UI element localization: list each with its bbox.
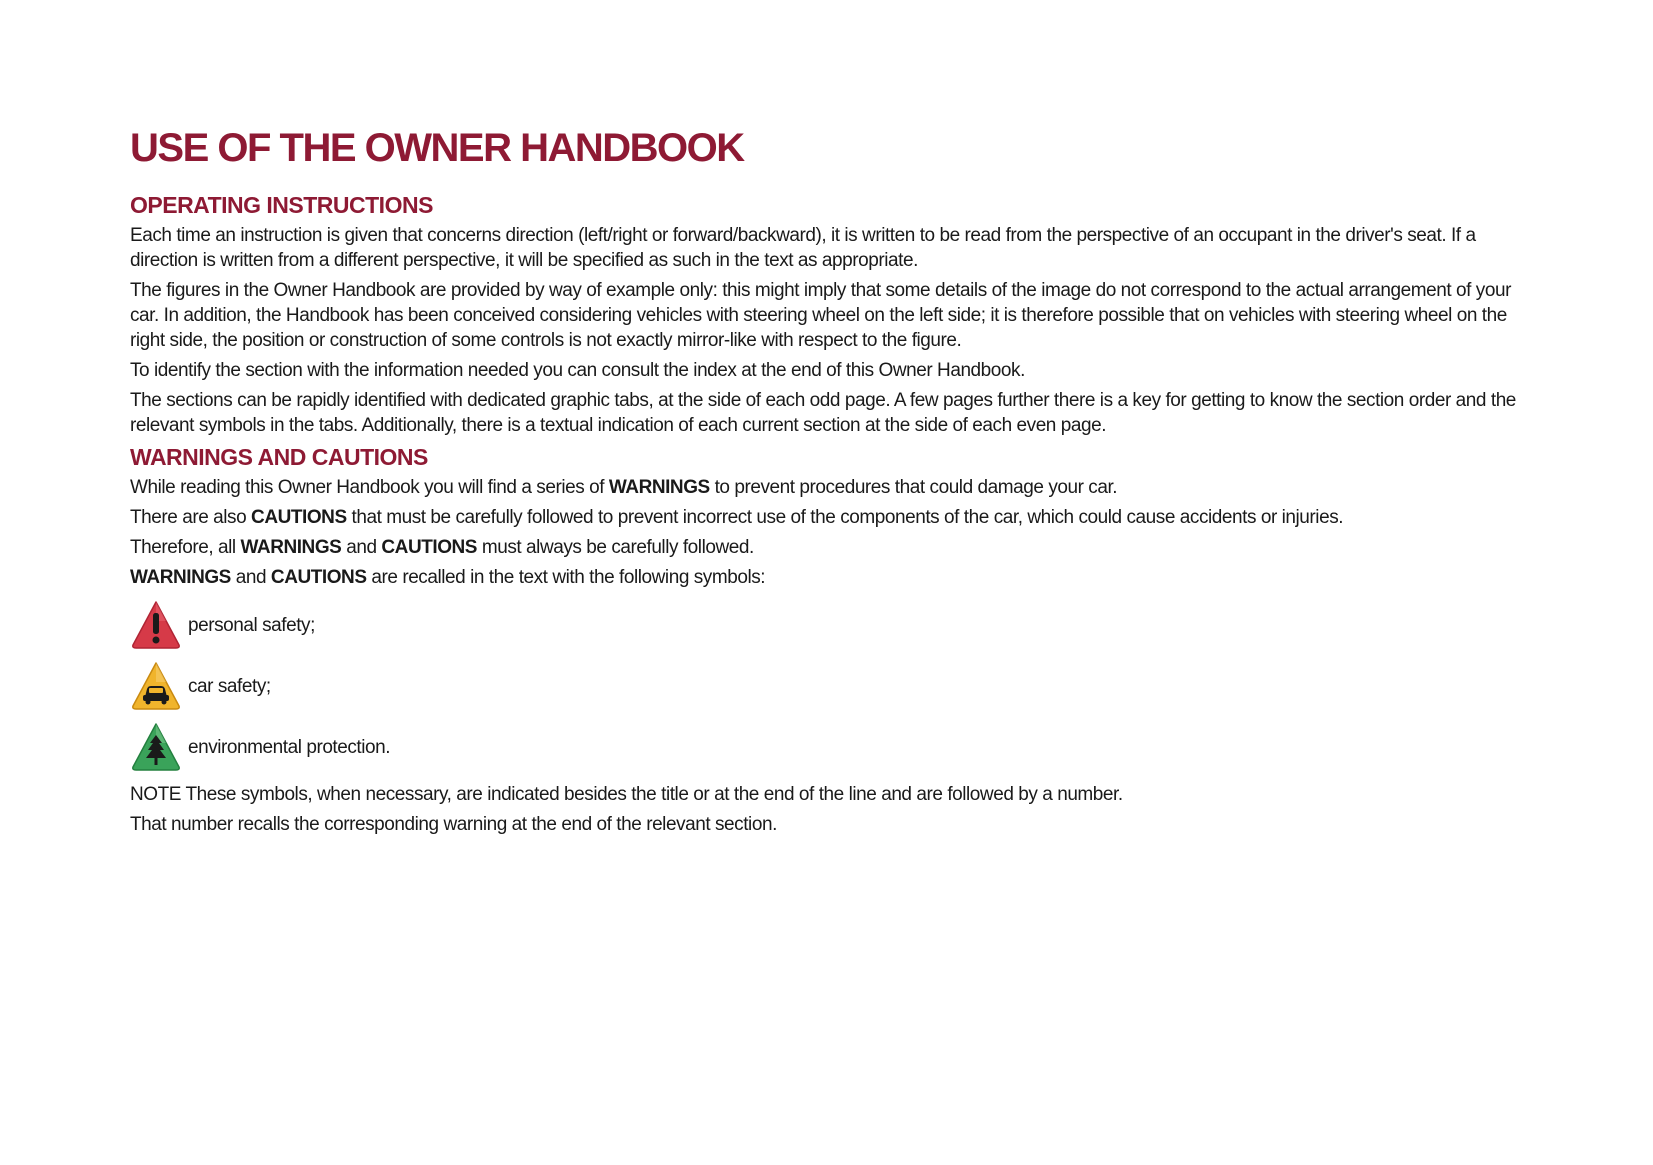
paragraph-warnings-intro (130, 475, 1520, 500)
personal-safety-icon (130, 599, 182, 651)
symbols-list (130, 598, 1520, 774)
paragraph-follow (130, 535, 1520, 560)
symbol-label: personal safety; (188, 614, 315, 636)
symbol-label: car safety; (188, 675, 271, 697)
text: There are also (130, 507, 252, 528)
text: Therefore, all (130, 537, 241, 558)
note-line: NOTE These symbols, when necessary, are indicated besides the title or at the end of the line and are followed by a number. (130, 784, 1123, 805)
keyword-warnings: WARNINGS (130, 567, 231, 588)
text: and (341, 537, 382, 558)
text: to prevent procedures that could damage your car. (709, 477, 1118, 498)
paragraph-cautions-intro (130, 505, 1520, 530)
paragraph-symbols-intro (130, 565, 1520, 590)
symbol-row-environmental-protection (130, 720, 1520, 774)
paragraph-index: To identify the section with the information needed you can consult the index at the end of this Owner Handbook. (130, 360, 1025, 381)
keyword-cautions: CAUTIONS (270, 567, 367, 588)
environmental-protection-icon (130, 721, 182, 773)
text: While reading this Owner Handbook you will find a series of (130, 477, 609, 498)
section-heading-warnings: WARNINGS AND CAUTIONS (130, 444, 428, 470)
text: and (230, 567, 271, 588)
page-title: USE OF THE OWNER HANDBOOK (130, 126, 744, 170)
symbol-row-personal-safety (130, 598, 1520, 652)
keyword-warnings: WARNINGS (608, 477, 710, 498)
section-heading-operating: OPERATING INSTRUCTIONS (130, 192, 433, 218)
text: are recalled in the text with the following symbols: (366, 567, 766, 588)
text: that must be carefully followed to prevent incorrect use of the components of the car, which could cause accidents or injuries. (346, 507, 1344, 528)
paragraph-tabs: The sections can be rapidly identified with dedicated graphic tabs, at the side of each odd page. A few pages further there is a key for getting to know the section order and the relevant symbols in the tabs. Additionally, there is a textual indication of each current section at the side of each even page. (130, 390, 1516, 436)
symbol-label: environmental protection. (188, 736, 391, 758)
keyword-cautions: CAUTIONS (251, 507, 347, 528)
note-line: That number recalls the corresponding warning at the end of the relevant section. (130, 814, 777, 835)
page-content (130, 125, 1520, 842)
paragraph-figures: The figures in the Owner Handbook are provided by way of example only: this might imply that some details of the image do not correspond to the actual arrangement of your car. In addition, the Handbook has been conceived considering vehicles with steering wheel on the left side; it is therefore possible that on vehicles with steering wheel on the right side, the position or construction of some controls is not exactly mirror-like with respect to the figure. (130, 280, 1511, 351)
note-block (130, 782, 1520, 837)
symbol-row-car-safety (130, 659, 1520, 713)
paragraph-direction: Each time an instruction is given that concerns direction (left/right or forward/backward), it is written to be read from the perspective of an occupant in the driver's seat. If a direction is written from a different perspective, it will be specified as such in the text as appropriate. (130, 225, 1476, 271)
text: must always be carefully followed. (477, 537, 754, 558)
car-safety-icon (130, 660, 182, 712)
keyword-cautions: CAUTIONS (381, 537, 478, 558)
keyword-warnings: WARNINGS (240, 537, 342, 558)
